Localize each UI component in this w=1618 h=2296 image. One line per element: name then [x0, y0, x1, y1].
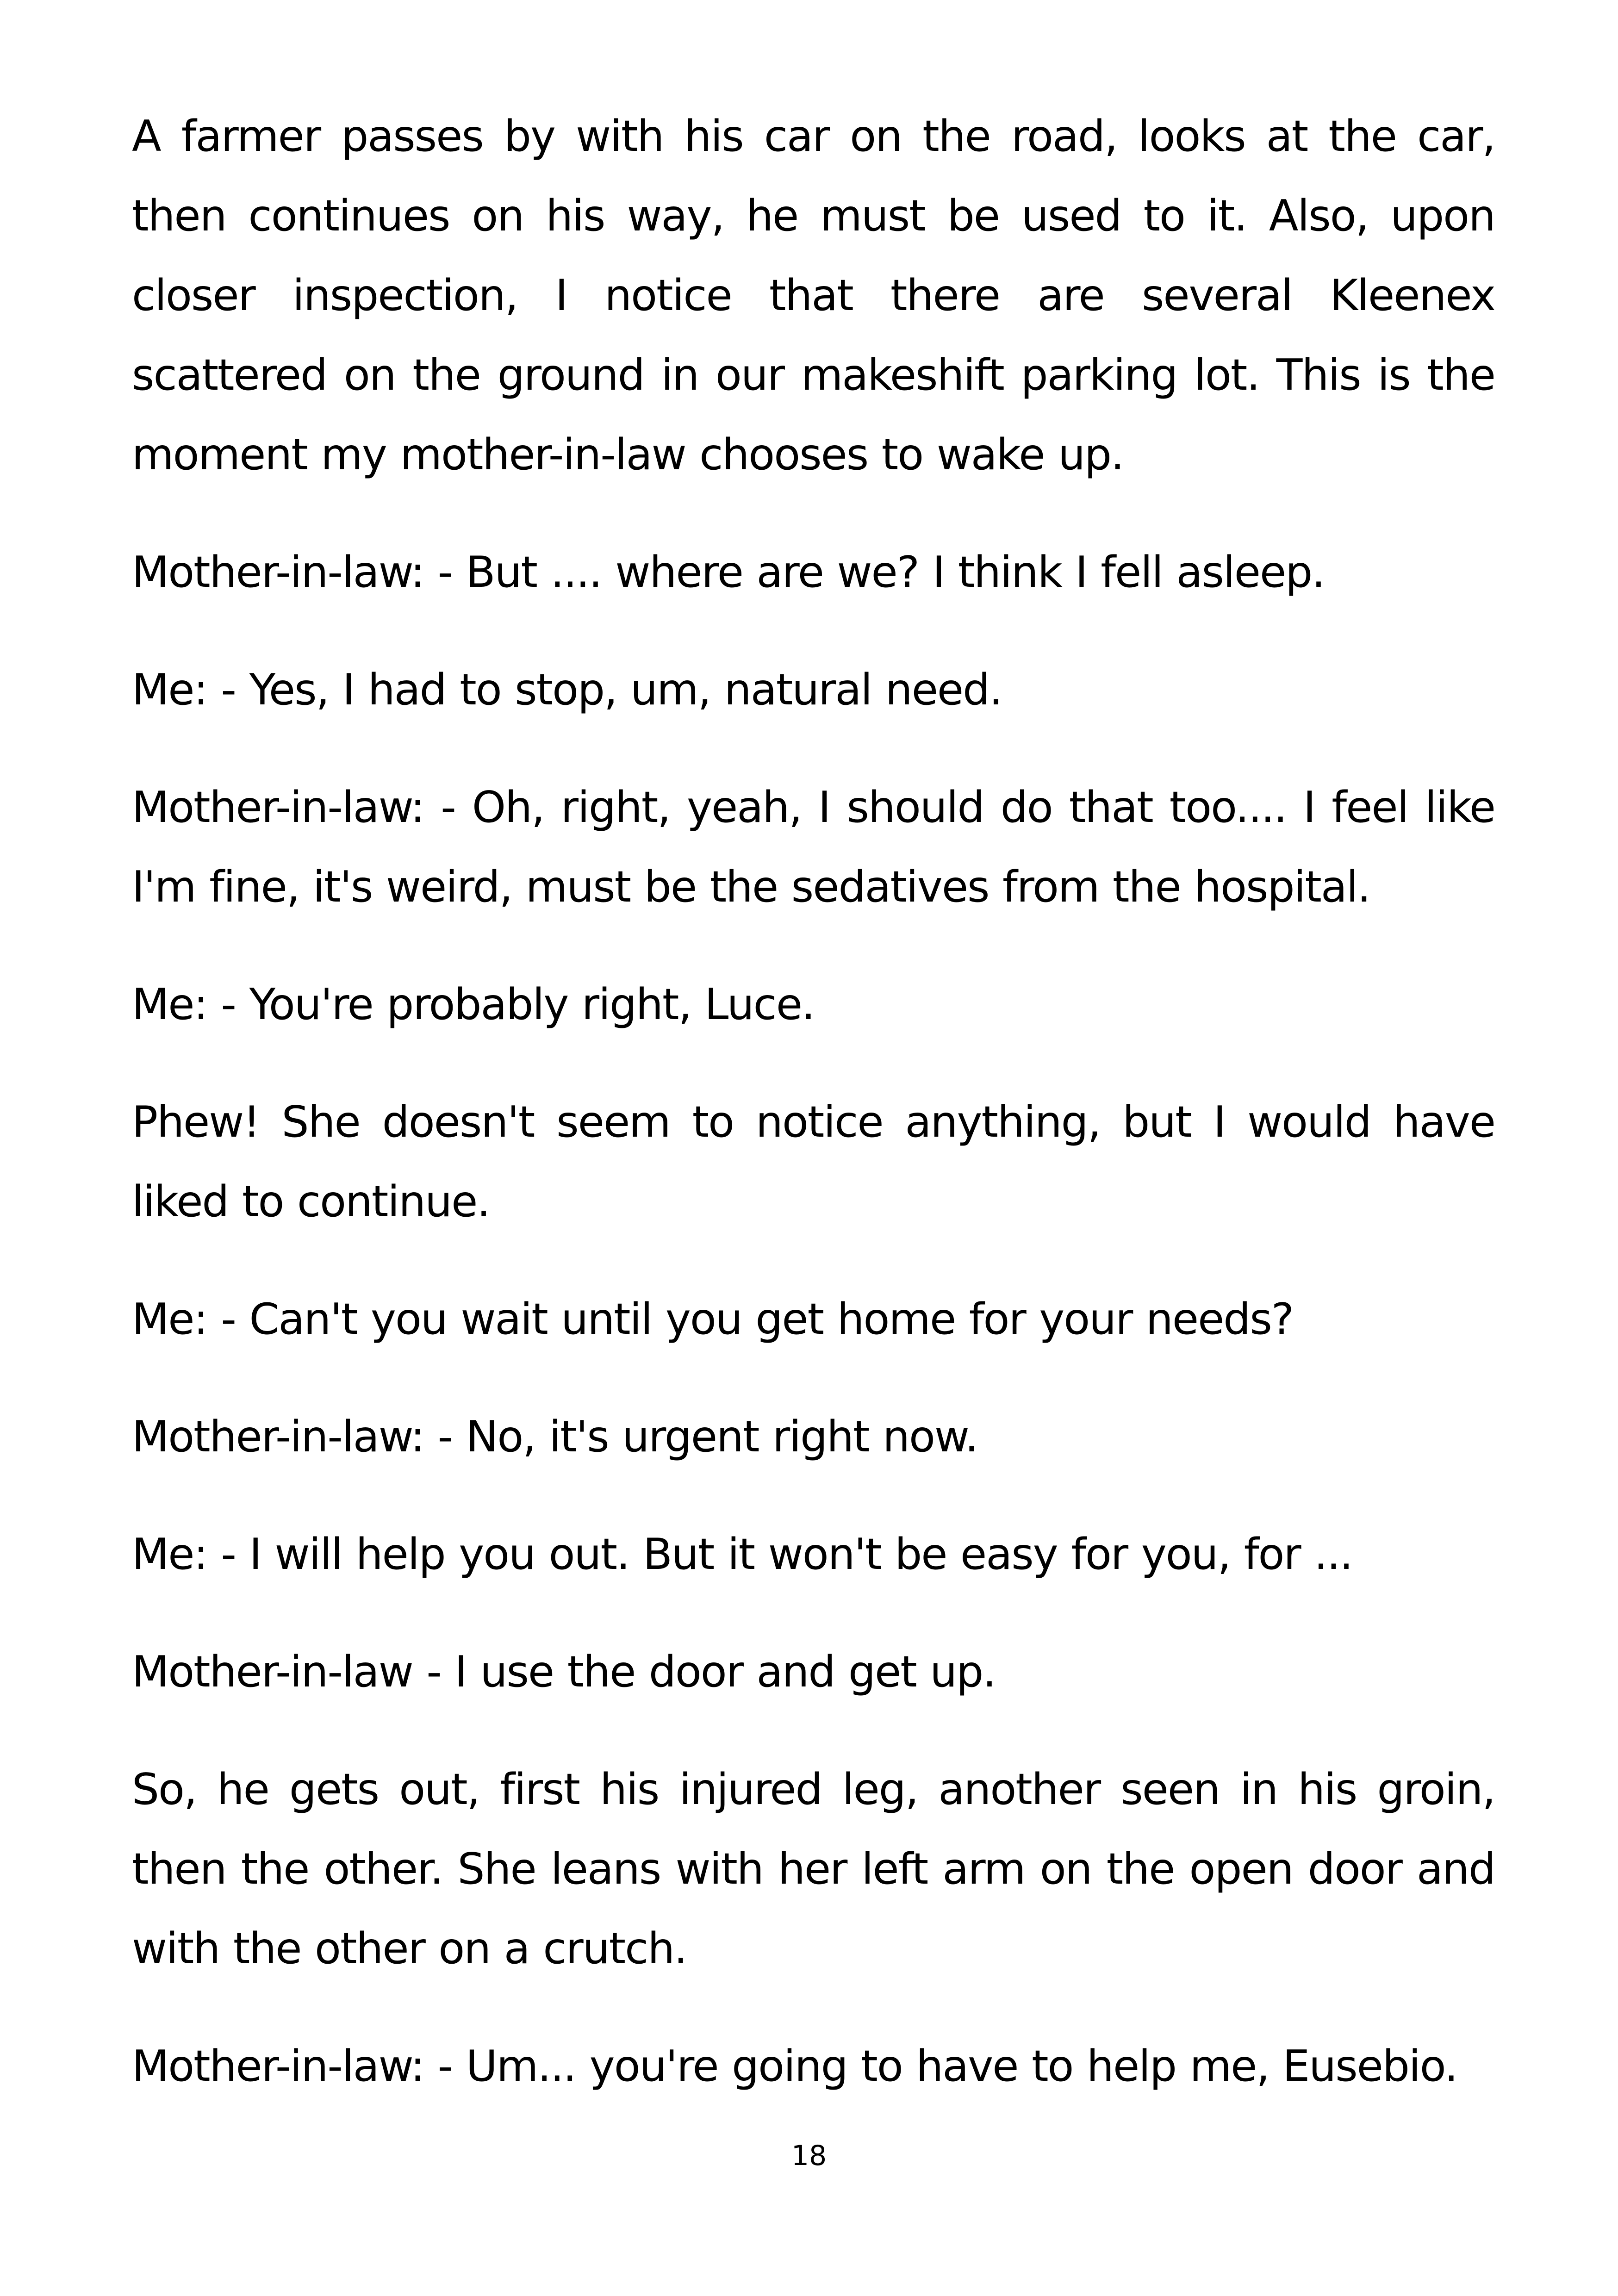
paragraph: So, he gets out, first his injured leg, another seen in his groin, then the other. She leans with her left arm on the open door and with the other on a crutch. [132, 1764, 1495, 1973]
paragraph: Phew! She doesn't seem to notice anything, but I would have liked to continue. [132, 1097, 1495, 1226]
dialogue-line: Me: - I will help you out. But it won't be easy for you, for ... [132, 1529, 1352, 1579]
page-number: 18 [791, 2140, 827, 2172]
dialogue-line: Mother-in-law: - No, it's urgent right now. [132, 1412, 978, 1462]
paragraph: A farmer passes by with his car on the road, looks at the car, then continues on his way, he must be used to it. Also, upon closer inspection, I notice that there are several Kleenex scattered on the ground in our makeshift parking lot. This is the moment my mother-in-law chooses to wake up. [132, 111, 1495, 479]
dialogue-line: Mother-in-law: - Oh, right, yeah, I should do that too.... I feel like I'm fine, it's weird, must be the sedatives from the hospital. [132, 782, 1495, 912]
dialogue-line: Mother-in-law: - Um... you're going to have to help me, Eusebio. [132, 2041, 1457, 2091]
dialogue-line: Mother-in-law: - But .... where are we? I think I fell asleep. [132, 547, 1325, 597]
dialogue-line: Me: - Can't you wait until you get home for your needs? [132, 1294, 1294, 1344]
dialogue-line: Mother-in-law - I use the door and get up. [132, 1647, 996, 1697]
dialogue-line: Me: - You're probably right, Luce. [132, 979, 815, 1029]
dialogue-line: Me: - Yes, I had to stop, um, natural need. [132, 665, 1002, 715]
body-text [132, 96, 1495, 2144]
